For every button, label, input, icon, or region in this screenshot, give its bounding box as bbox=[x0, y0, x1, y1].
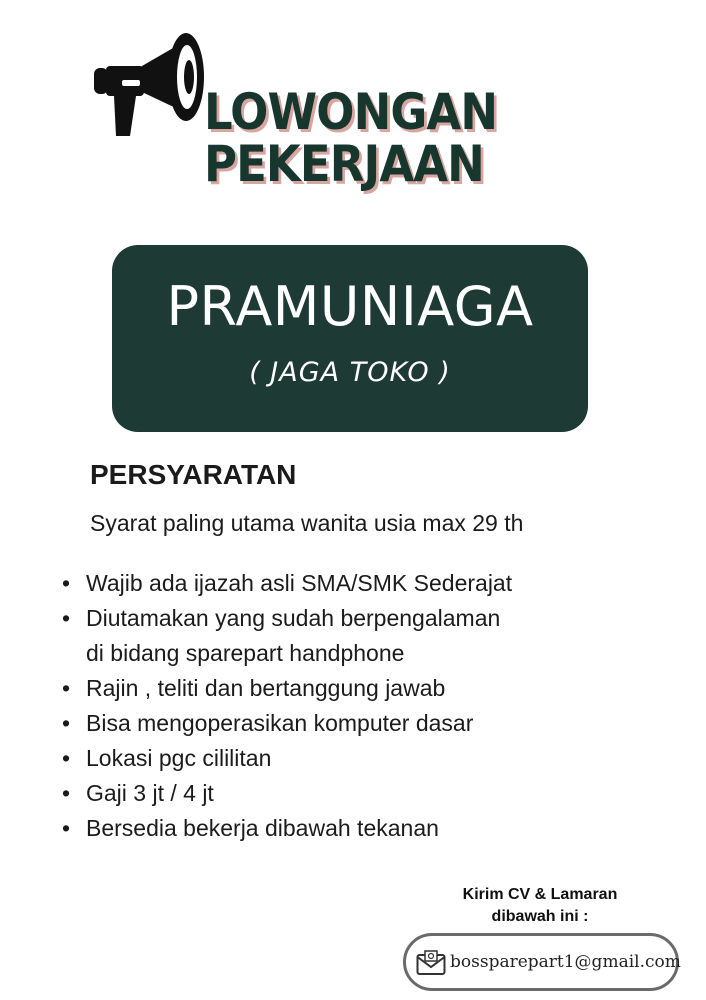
list-item: • Gaji 3 jt / 4 jt bbox=[60, 776, 512, 811]
requirements-heading: PERSYARATAN bbox=[90, 459, 297, 490]
bullet-icon: • bbox=[62, 570, 71, 596]
list-item: • Wajib ada ijazah asli SMA/SMK Sederajat bbox=[60, 566, 512, 601]
bullet-icon: • bbox=[62, 605, 71, 631]
email-icon bbox=[416, 950, 446, 976]
requirements-list bbox=[60, 566, 512, 846]
title-line-2: PEKERJAAN bbox=[204, 135, 484, 193]
page-title bbox=[204, 83, 498, 193]
list-item: • Lokasi pgc cililitan bbox=[60, 741, 512, 776]
email-address[interactable]: bossparepart1@gmail.com bbox=[450, 952, 681, 972]
title-line-1: LOWONGAN bbox=[204, 83, 498, 141]
bullet-icon: • bbox=[62, 745, 71, 771]
list-item: • Diutamakan yang sudah berpengalaman di bidang sparepart handphone bbox=[60, 601, 512, 671]
job-title-box bbox=[112, 245, 588, 432]
job-subtitle: ( JAGA TOKO ) bbox=[249, 357, 451, 388]
job-title: PRAMUNIAGA bbox=[166, 275, 534, 338]
apply-instructions bbox=[440, 884, 640, 928]
email-contact[interactable] bbox=[403, 933, 679, 991]
bullet-icon: • bbox=[62, 780, 71, 806]
list-item: • Rajin , teliti dan bertanggung jawab bbox=[60, 671, 512, 706]
list-item: • Bisa mengoperasikan komputer dasar bbox=[60, 706, 512, 741]
bullet-icon: • bbox=[62, 815, 71, 841]
list-item: • Bersedia bekerja dibawah tekanan bbox=[60, 811, 512, 846]
main-requirement: Syarat paling utama wanita usia max 29 th bbox=[90, 510, 524, 536]
cta-line-1: Kirim CV & Lamaran bbox=[462, 886, 618, 903]
bullet-icon: • bbox=[62, 675, 71, 701]
megaphone-icon bbox=[86, 26, 218, 144]
cta-line-2: dibawah ini : bbox=[491, 908, 589, 925]
bullet-icon: • bbox=[62, 710, 71, 736]
